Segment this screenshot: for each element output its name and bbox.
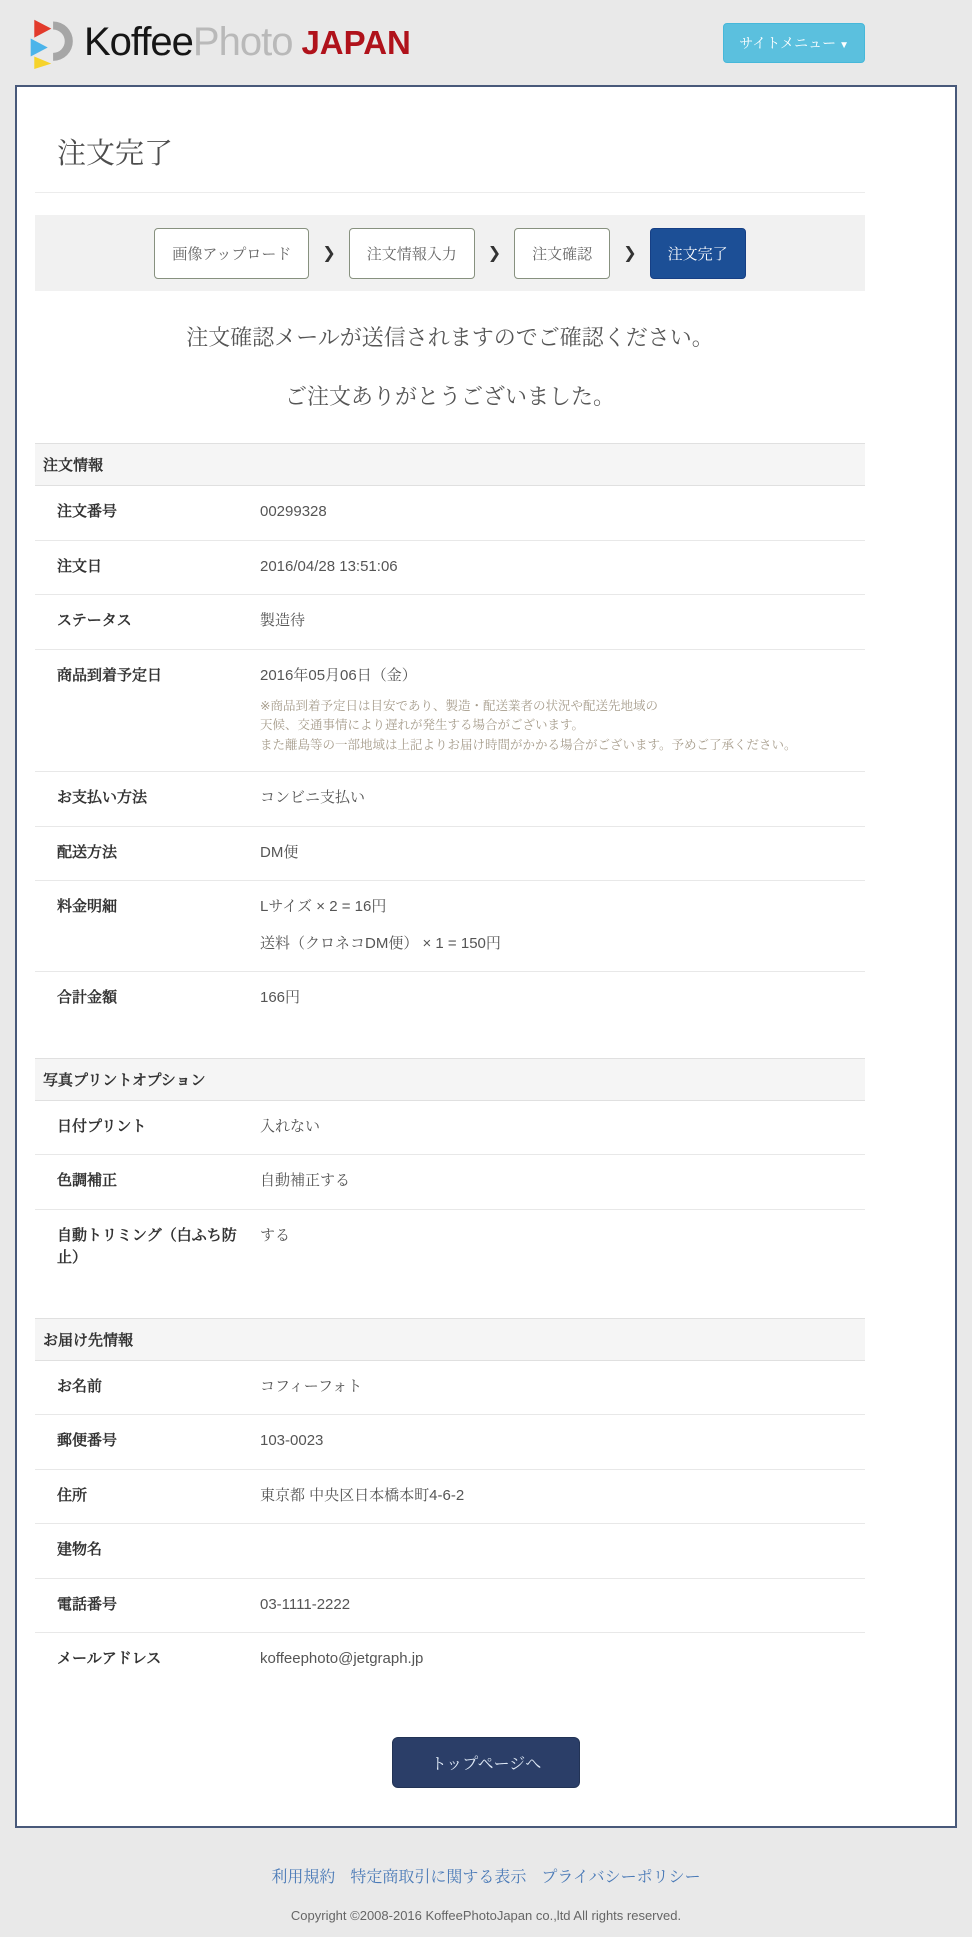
content-area — [35, 131, 865, 1687]
row-note-line: 天候、交通事情により遅れが発生する場合がございます。 — [260, 718, 585, 733]
site-footer — [0, 1828, 972, 1937]
row-label: 自動トリミング（白ふち防止） — [57, 1226, 237, 1267]
info-row — [35, 650, 865, 773]
row-value — [260, 1116, 865, 1139]
section-header-3: お届け先情報 — [35, 1318, 865, 1361]
row-value-line: DM便 — [260, 843, 299, 861]
info-row — [35, 827, 865, 882]
row-value-line: 166円 — [260, 989, 301, 1007]
info-sections — [35, 443, 865, 1687]
row-label: 郵便番号 — [57, 1432, 118, 1450]
top-page-button[interactable]: トップページへ — [392, 1737, 581, 1788]
row-label: お名前 — [57, 1377, 103, 1395]
row-label: メールアドレス — [57, 1650, 162, 1668]
row-value-line: 00299328 — [260, 503, 327, 520]
row-value — [260, 1376, 865, 1399]
section-header-2: 写真プリントオプション — [35, 1058, 865, 1101]
row-value — [260, 987, 865, 1010]
footer-link[interactable]: 特定商取引に関する表示 — [350, 1868, 527, 1886]
logo-text-photo: Photo — [192, 20, 293, 64]
info-row — [35, 881, 865, 972]
row-value — [260, 1539, 865, 1562]
title-divider — [35, 192, 865, 193]
row-value-line: 03-1111-2222 — [260, 1595, 351, 1613]
row-label: ステータス — [57, 612, 132, 629]
row-value — [260, 610, 865, 633]
step-4: 注文完了 — [650, 228, 746, 279]
row-label: 住所 — [57, 1486, 88, 1504]
step-indicator — [35, 215, 865, 291]
row-label: 料金明細 — [57, 898, 118, 916]
section-header-1: 注文情報 — [35, 443, 865, 486]
site-menu-button[interactable] — [723, 23, 865, 63]
row-value-line: コフィーフォト — [260, 1377, 363, 1395]
info-row — [35, 1155, 865, 1210]
row-value — [260, 1430, 865, 1453]
row-value-line: koffeephoto@jetgraph.jp — [260, 1650, 424, 1668]
row-value — [260, 1594, 865, 1617]
step-arrow-icon: ❯ — [487, 245, 502, 262]
caret-down-icon: ▼ — [839, 39, 849, 51]
copyright-text: Copyright ©2008-2016 KoffeePhotoJapan co.,ltd All rights reserved. — [290, 1907, 682, 1923]
row-value — [260, 1170, 865, 1193]
info-row — [35, 1524, 865, 1579]
row-label: 合計金額 — [57, 989, 118, 1007]
koffeephoto-logo-icon — [28, 16, 84, 70]
row-label: 配送方法 — [57, 843, 118, 861]
row-value-line: 2016/04/28 13:51:06 — [260, 557, 398, 575]
footer-links — [0, 1864, 972, 1887]
row-value — [260, 896, 865, 955]
footer-link[interactable]: プライバシーポリシー — [541, 1868, 701, 1886]
row-value-line: 東京都 中央区日本橋本町4-6-2 — [260, 1486, 465, 1504]
row-value — [260, 787, 865, 810]
site-header — [0, 0, 972, 85]
info-row — [35, 1470, 865, 1525]
row-value — [260, 1648, 865, 1671]
info-row — [35, 972, 865, 1026]
info-row — [35, 1633, 865, 1687]
row-value — [260, 556, 865, 579]
koffeephoto-logo[interactable] — [28, 16, 411, 70]
row-label: 電話番号 — [57, 1595, 118, 1613]
row-value-line: 103-0023 — [260, 1432, 324, 1450]
logo-text-koffee: Koffee — [84, 20, 193, 64]
info-row — [35, 1579, 865, 1634]
info-row — [35, 1101, 865, 1156]
row-label: 注文日 — [57, 557, 103, 575]
site-menu-button-label: サイトメニュー — [739, 34, 837, 51]
info-row — [35, 595, 865, 650]
row-value — [260, 1225, 865, 1270]
info-row — [35, 541, 865, 596]
info-row — [35, 1415, 865, 1470]
row-value-line: 製造待 — [260, 612, 306, 629]
step-1: 画像アップロード — [154, 228, 309, 279]
info-row — [35, 1210, 865, 1286]
page-title: 注文完了 — [57, 138, 174, 170]
row-value — [260, 842, 865, 865]
step-2: 注文情報入力 — [349, 228, 475, 279]
footer-link[interactable]: 利用規約 — [271, 1868, 336, 1886]
info-row — [35, 772, 865, 827]
row-value-line: 2016年05月06日（金） — [260, 666, 417, 684]
main-panel — [15, 85, 957, 1828]
info-row — [35, 486, 865, 541]
row-label: 色調補正 — [57, 1172, 118, 1190]
row-value-line: 入れない — [260, 1117, 321, 1135]
row-label: お支払い方法 — [57, 789, 148, 807]
confirmation-message: 注文確認メールが送信されますのでご確認ください。 — [186, 325, 714, 350]
row-note-line: ※商品到着予定日は目安であり、製造・配送業者の状況や配送先地域の — [260, 699, 658, 713]
row-value-line: Lサイズ × 2 = 16円 — [260, 898, 387, 916]
logo-text-japan: JAPAN — [301, 23, 411, 61]
row-value-line: する — [260, 1226, 291, 1244]
step-3: 注文確認 — [514, 228, 610, 279]
row-note — [260, 697, 865, 755]
row-label: 商品到着予定日 — [57, 666, 163, 684]
info-row — [35, 1361, 865, 1416]
row-label: 注文番号 — [57, 503, 118, 520]
thanks-message: ご注文ありがとうございました。 — [284, 384, 615, 409]
row-value — [260, 665, 865, 756]
row-value-line: 送料（クロネコDM便） × 1 = 150円 — [260, 934, 501, 952]
row-value-line: コンビニ支払い — [260, 789, 366, 807]
row-label: 建物名 — [57, 1541, 103, 1559]
row-value-line: 自動補正する — [260, 1172, 351, 1190]
row-note-line: また離島等の一部地域は上記よりお届け時間がかかる場合がございます。予めご了承ください。 — [260, 737, 797, 752]
row-value — [260, 1485, 865, 1508]
row-value — [260, 501, 865, 524]
row-label: 日付プリント — [57, 1117, 147, 1135]
step-arrow-icon: ❯ — [623, 245, 637, 262]
step-arrow-icon: ❯ — [322, 245, 336, 262]
